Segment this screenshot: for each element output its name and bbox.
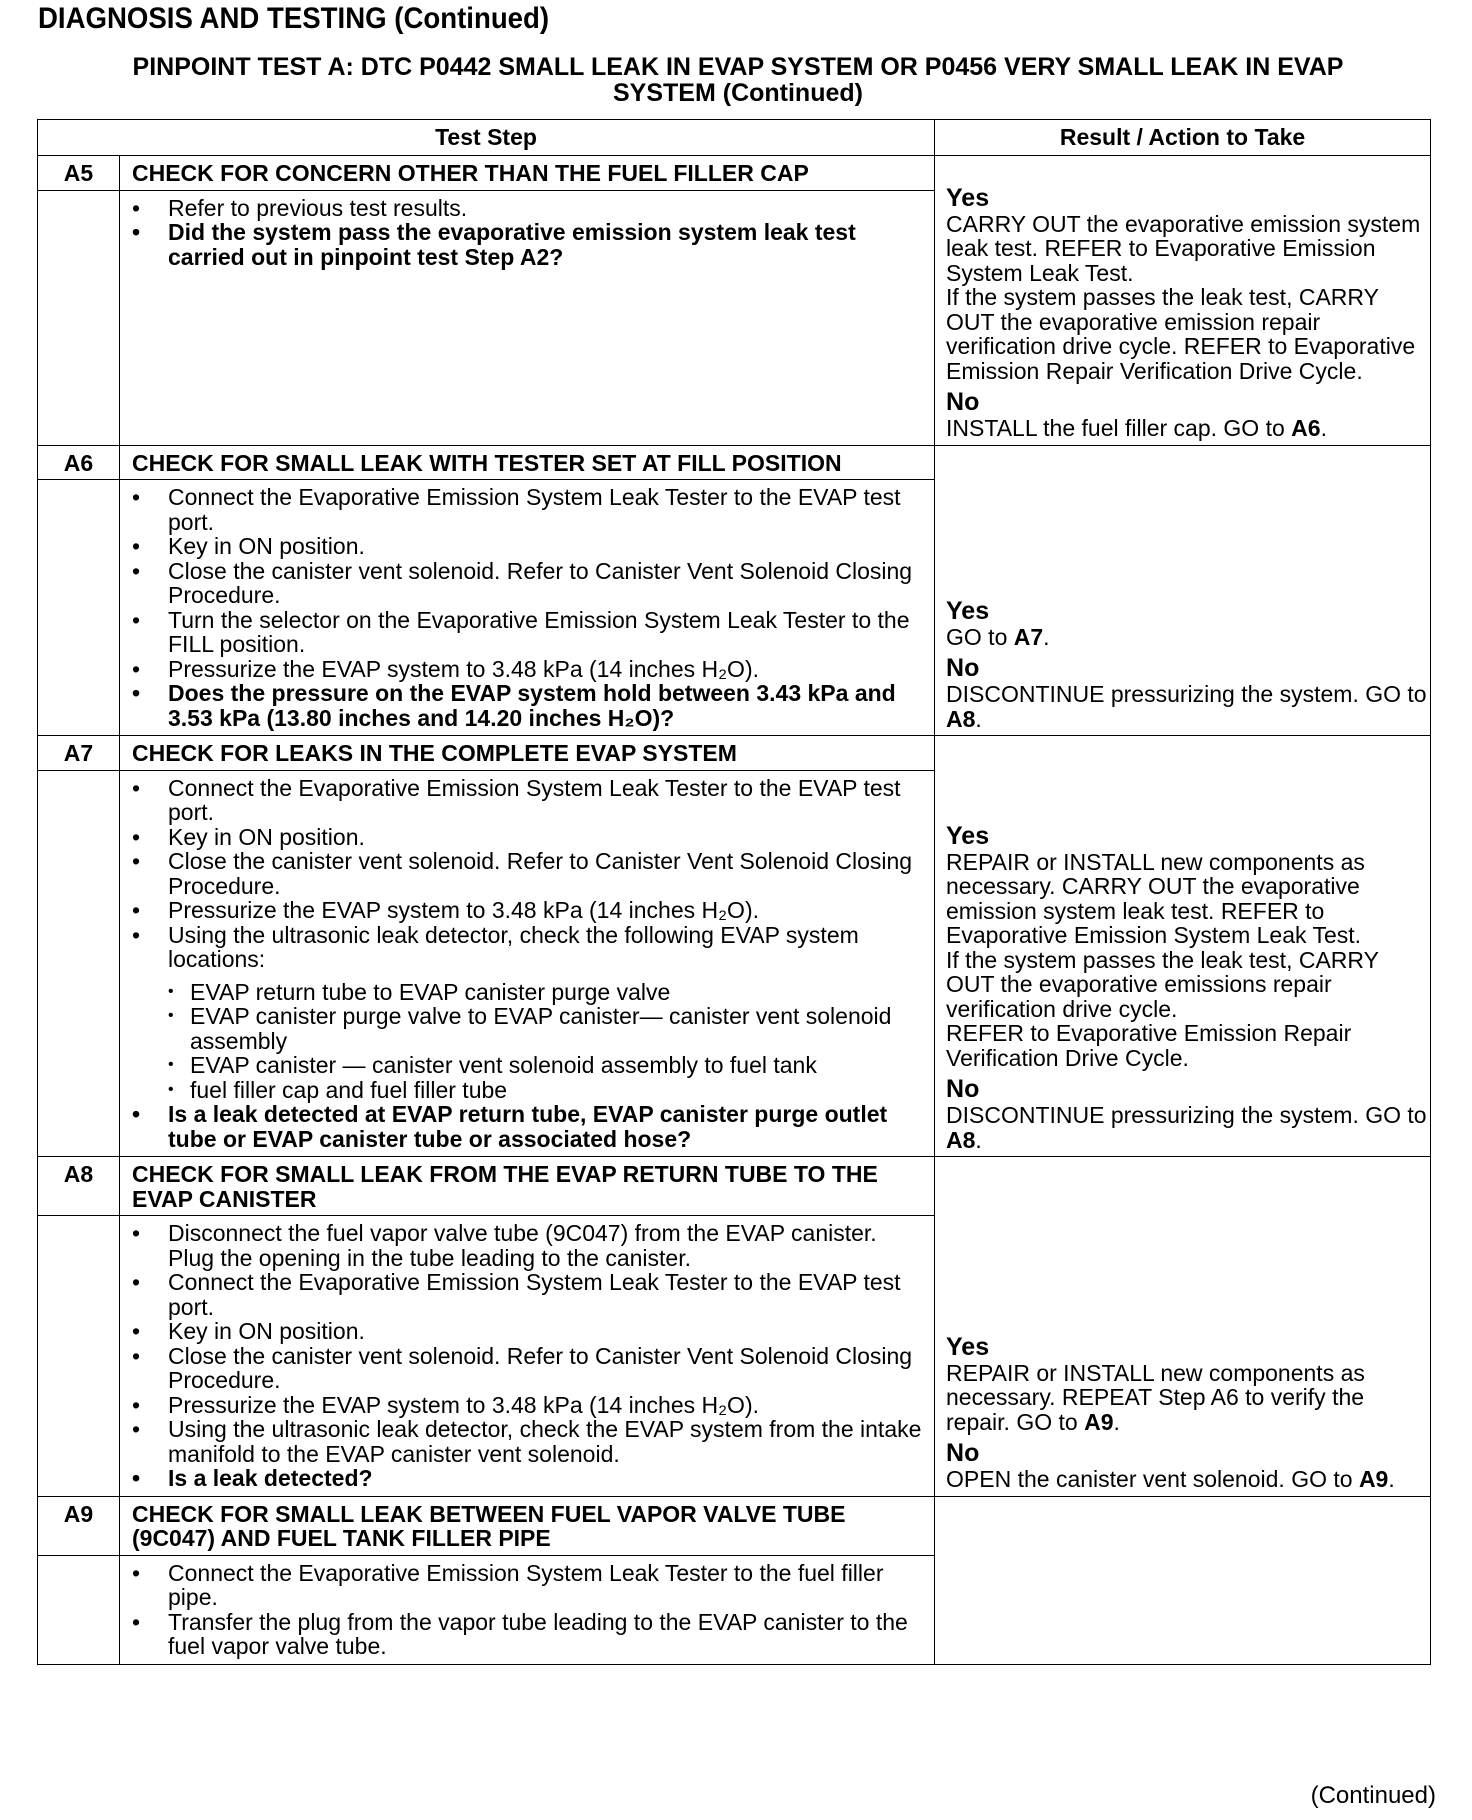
instruction-item: • Close the canister vent solenoid. Refer to Canister Vent Solenoid Closing Procedure. (120, 1344, 926, 1393)
result-no-label: No (946, 654, 980, 682)
step-id-spacer (38, 1555, 120, 1664)
result-no-action: INSTALL the fuel filler cap. GO to (946, 415, 1292, 441)
instruction-item: • Connect the Evaporative Emission System Leak Tester to the EVAP test port. (120, 776, 926, 825)
table-header-row (38, 120, 1431, 156)
instruction-item: • Connect the Evaporative Emission System Leak Tester to the EVAP test port. (120, 1270, 926, 1319)
location-item: • EVAP canister purge valve to EVAP canister— canister vent solenoid assembly (168, 1004, 926, 1053)
step-result (935, 1157, 1431, 1497)
step-id: A7 (38, 736, 120, 771)
punctuation: . (1113, 1408, 1120, 1435)
step-id-spacer (38, 1216, 120, 1497)
result-no-text (946, 416, 1428, 441)
result-yes-text: REPAIR or INSTALL new components as necessary. CARRY OUT the evaporative emission system leak test. REFER to Evaporative Emission System Leak Test. (946, 848, 1365, 948)
step-result (935, 445, 1431, 736)
pinpoint-test-title-line2: SYSTEM (Continued) (613, 79, 863, 107)
result-yes-label: Yes (946, 183, 990, 212)
result-yes-action: REPAIR or INSTALL new components as necessary. REPEAT Step A6 to verify the repair. GO to (946, 1359, 1365, 1435)
result-yes-label: Yes (946, 1332, 990, 1361)
instruction-item: • Pressurize the EVAP system to 3.48 kPa (14 inches H₂O). (120, 657, 926, 682)
instruction-item: • Transfer the plug from the vapor tube leading to the EVAP canister to the fuel vapor valve tube. (120, 1610, 926, 1659)
instruction-item: • Connect the Evaporative Emission System Leak Tester to the EVAP test port. (120, 485, 926, 534)
step-id: A6 (38, 445, 120, 480)
location-item: • fuel filler cap and fuel filler tube (168, 1078, 926, 1103)
step-heading-row (38, 1157, 1431, 1216)
result-yes-label: Yes (946, 596, 990, 625)
location-item: • EVAP canister — canister vent solenoid assembly to fuel tank (168, 1053, 926, 1078)
step-reference: A8 (946, 1126, 976, 1153)
instruction-item: • Key in ON position. (120, 534, 926, 559)
section-title: DIAGNOSIS AND TESTING (Continued) (38, 2, 550, 35)
instruction-item: • Connect the Evaporative Emission System Leak Tester to the fuel filler pipe. (120, 1561, 926, 1610)
step-heading: CHECK FOR SMALL LEAK WITH TESTER SET AT FILL POSITION (120, 445, 935, 480)
step-reference: A8 (946, 705, 976, 732)
result-no-action: OPEN the canister vent solenoid. GO to (946, 1466, 1359, 1492)
step-instructions (120, 1216, 935, 1497)
location-list (168, 980, 926, 1103)
instruction-item: • Key in ON position. (120, 825, 926, 850)
result-no-text (946, 682, 1428, 731)
pinpoint-test-title (38, 54, 1438, 106)
result-no-label: No (946, 388, 980, 416)
result-no-label: No (946, 1075, 980, 1103)
result-yes-text: If the system passes the leak test, CARRY OUT the evaporative emission repair verification drive cycle. REFER to Evaporative Emission Repair Verification Drive Cycle. (946, 284, 1416, 384)
step-id: A5 (38, 156, 120, 191)
step-result (935, 736, 1431, 1157)
step-id-spacer (38, 770, 120, 1157)
result-yes-text (946, 625, 1428, 650)
step-question: • Did the system pass the evaporative emission system leak test carried out in pinpoint test Step A2? (120, 220, 926, 269)
result-no-label: No (946, 1439, 980, 1467)
result-yes-text: If the system passes the leak test, CARRY OUT the evaporative emissions repair verification drive cycle. (946, 946, 1379, 1022)
step-heading-row (38, 1496, 1431, 1555)
column-header-result: Result / Action to Take (935, 120, 1431, 156)
step-heading-row (38, 445, 1431, 480)
step-id: A9 (38, 1496, 120, 1555)
step-instructions (120, 770, 935, 1157)
instruction-item: • Key in ON position. (120, 1319, 926, 1344)
instruction-item: • Using the ultrasonic leak detector, check the EVAP system from the intake manifold to the EVAP canister vent solenoid. (120, 1417, 926, 1466)
instruction-item: • Close the canister vent solenoid. Refer to Canister Vent Solenoid Closing Procedure. (120, 559, 926, 608)
step-question: • Does the pressure on the EVAP system hold between 3.43 kPa and 3.53 kPa (13.80 inches and 14.20 inches H₂O)? (120, 681, 926, 730)
result-no-action: DISCONTINUE pressurizing the system. GO to (946, 1102, 1427, 1128)
step-instructions (120, 480, 935, 736)
step-result-empty (935, 1496, 1431, 1664)
step-id-spacer (38, 480, 120, 736)
instruction-item: • Pressurize the EVAP system to 3.48 kPa (14 inches H₂O). (120, 898, 926, 923)
instruction-item: • Close the canister vent solenoid. Refer to Canister Vent Solenoid Closing Procedure. (120, 849, 926, 898)
test-steps-table (37, 119, 1431, 1665)
punctuation: . (1043, 623, 1050, 650)
step-heading: CHECK FOR SMALL LEAK FROM THE EVAP RETURN TUBE TO THE EVAP CANISTER (120, 1157, 935, 1216)
punctuation: . (975, 1126, 982, 1153)
instruction-item: • Pressurize the EVAP system to 3.48 kPa (14 inches H₂O). (120, 1393, 926, 1418)
pinpoint-test-title-line1: PINPOINT TEST A: DTC P0442 SMALL LEAK IN EVAP SYSTEM OR P0456 VERY SMALL LEAK IN EVAP (132, 53, 1344, 81)
step-reference: A6 (1291, 415, 1321, 441)
result-yes-action: GO to (946, 623, 1014, 650)
step-heading: CHECK FOR CONCERN OTHER THAN THE FUEL FILLER CAP (120, 156, 935, 191)
instruction-item: • Refer to previous test results. (120, 196, 926, 221)
step-heading-row (38, 156, 1431, 191)
location-item: • EVAP return tube to EVAP canister purge valve (168, 980, 926, 1005)
punctuation: . (1388, 1466, 1395, 1492)
step-instructions (120, 1555, 935, 1664)
step-instructions (120, 190, 935, 445)
instruction-item: • Turn the selector on the Evaporative Emission System Leak Tester to the FILL position. (120, 608, 926, 657)
column-header-test-step: Test Step (38, 120, 935, 156)
step-id: A8 (38, 1157, 120, 1216)
instruction-item-with-sublist (120, 923, 926, 1103)
result-no-text (946, 1467, 1428, 1492)
step-heading-row (38, 736, 1431, 771)
result-yes-label: Yes (946, 821, 990, 850)
step-reference: A9 (1358, 1466, 1389, 1492)
step-question: • Is a leak detected? (120, 1466, 926, 1491)
result-yes-text: CARRY OUT the evaporative emission system leak test. REFER to Evaporative Emission System Leak Test. (946, 210, 1421, 286)
continued-note: (Continued) (1310, 1782, 1436, 1809)
instruction-text: Using the ultrasonic leak detector, check the following EVAP system locations: (168, 921, 859, 972)
step-id-spacer (38, 190, 120, 445)
step-reference: A7 (1013, 623, 1044, 650)
step-heading: CHECK FOR SMALL LEAK BETWEEN FUEL VAPOR VALVE TUBE (9C047) AND FUEL TANK FILLER PIPE (120, 1496, 935, 1555)
punctuation: . (975, 705, 982, 732)
step-reference: A9 (1084, 1408, 1114, 1435)
punctuation: . (1320, 415, 1327, 441)
result-no-text (946, 1103, 1428, 1152)
result-yes-text (946, 1361, 1428, 1435)
step-question: • Is a leak detected at EVAP return tube, EVAP canister purge outlet tube or EVAP canister tube or associated hose? (120, 1102, 926, 1151)
result-no-action: DISCONTINUE pressurizing the system. GO to (946, 681, 1427, 707)
step-heading: CHECK FOR LEAKS IN THE COMPLETE EVAP SYSTEM (120, 736, 935, 771)
result-yes-text: REFER to Evaporative Emission Repair Verification Drive Cycle. (946, 1020, 1352, 1071)
instruction-item: • Disconnect the fuel vapor valve tube (9C047) from the EVAP canister. Plug the opening in the tube leading to the canister. (120, 1221, 926, 1270)
step-result (935, 156, 1431, 446)
